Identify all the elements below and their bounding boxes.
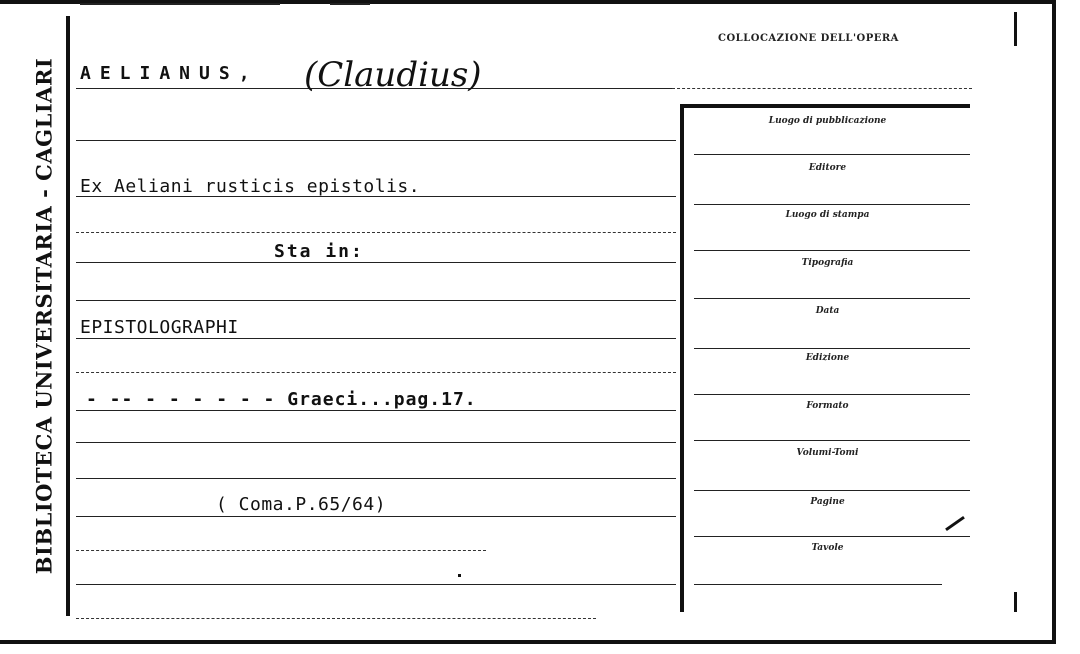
author-first-name-handwritten: (Claudius) (304, 55, 482, 95)
field-rule (694, 154, 970, 155)
ruled-line (76, 550, 486, 552)
ruled-line (76, 232, 676, 234)
top-edge-mark (80, 3, 280, 5)
location-panel-header: COLLOCAZIONE DELL'OPERA (718, 33, 899, 44)
ruled-line (76, 338, 676, 340)
field-rule (694, 440, 970, 441)
card-margin-line (66, 16, 70, 616)
series-continuation: - -- - - - - - - Graeci...pag.17. (86, 389, 477, 410)
edge-mark (1014, 12, 1017, 46)
field-rule (694, 394, 970, 395)
field-label: Luogo di pubblicazione (768, 116, 887, 126)
field-label: Tavole (811, 543, 844, 553)
field-rule (694, 490, 970, 491)
panel-top-rule (680, 104, 970, 108)
author-heading: AELIANUS, (80, 63, 259, 84)
series-title: EPISTOLOGRAPHI (80, 317, 239, 338)
field-label: Tipografia (801, 258, 854, 268)
field-rule (694, 348, 970, 349)
pen-mark (945, 516, 965, 531)
ruled-line (76, 262, 676, 264)
ruled-line (76, 516, 676, 518)
field-rule (694, 204, 970, 205)
ruled-line (76, 618, 596, 620)
contained-in-label: Sta in: (274, 241, 364, 262)
ink-dot (458, 574, 461, 577)
field-label: Data (815, 306, 840, 316)
field-label: Editore (808, 163, 847, 173)
ruled-line (76, 300, 676, 302)
edge-mark (1014, 592, 1017, 612)
title-entry: Ex Aeliani rusticis epistolis. (80, 176, 421, 197)
library-name: BIBLIOTECA UNIVERSITARIA - CAGLIARI (31, 57, 57, 575)
ruled-line (672, 88, 972, 90)
field-label: Pagine (810, 497, 845, 507)
top-edge-mark (330, 3, 370, 5)
field-rule (694, 298, 970, 299)
ruled-line (76, 410, 676, 412)
field-rule (694, 536, 970, 537)
field-rule (694, 250, 970, 251)
field-label: Formato (806, 401, 849, 411)
ruled-line (76, 478, 676, 480)
shelfmark: ( Coma.P.65/64) (216, 494, 387, 515)
card-right-border (1052, 0, 1056, 654)
ruled-line (76, 372, 676, 374)
field-rule (694, 584, 942, 585)
ruled-line (76, 584, 676, 586)
ruled-line (76, 442, 676, 444)
card-bottom-strip (0, 644, 1056, 654)
panel-left-rule (680, 104, 684, 612)
ruled-line (76, 140, 676, 142)
field-label: Luogo di stampa (785, 210, 870, 220)
field-label: Edizione (805, 353, 850, 363)
field-label: Volumi-Tomi (796, 448, 859, 458)
